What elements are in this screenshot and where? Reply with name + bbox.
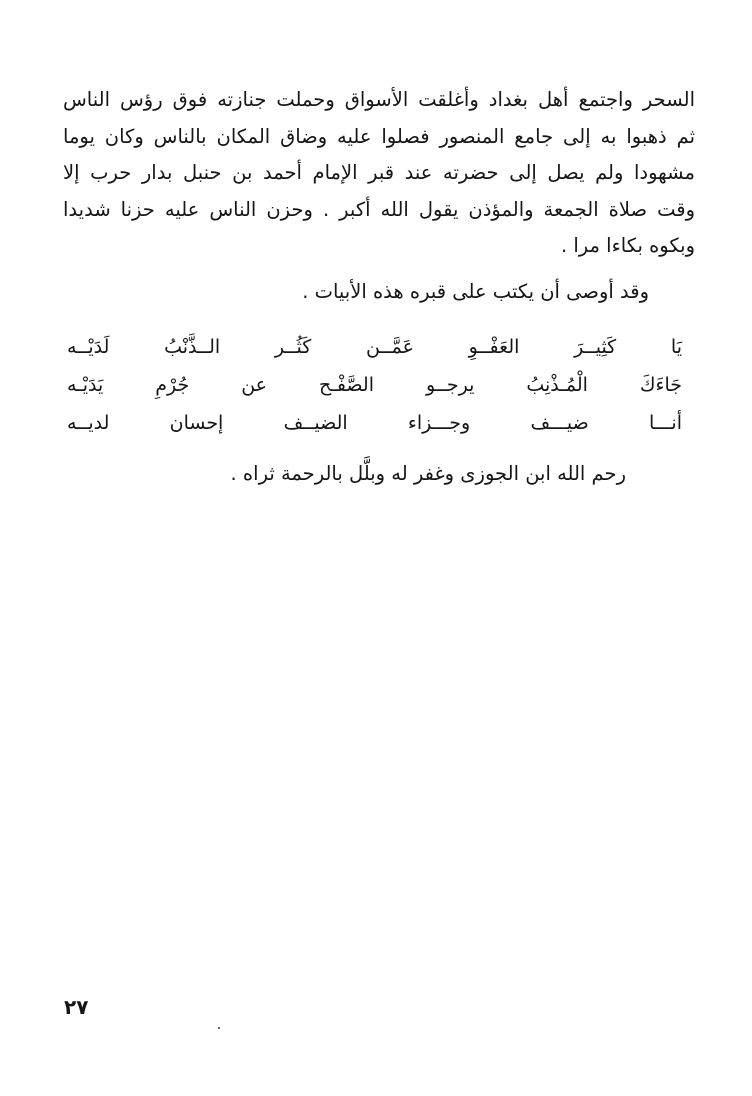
- scan-speck: [218, 1027, 220, 1029]
- verse-word: لَدَيْــه: [67, 336, 110, 358]
- verse-word: وجـــزاء: [407, 412, 471, 434]
- paragraph-line: ثم ذهبوا به إلى جامع المنصور فصلوا عليه وضاق المكان بالناس وكان يوما: [63, 124, 695, 148]
- verse-word: يَا: [670, 336, 682, 358]
- paragraph-line: وقت صلاة الجمعة والمؤذن يقول الله أكبر . وحزن الناس عليه حزنا شديدا: [63, 197, 695, 221]
- poem-verse: [67, 366, 682, 404]
- verse-word: عَمَّــن: [366, 336, 414, 358]
- verse-word: عن: [241, 374, 268, 396]
- verse-word: الــذَّنْبُ: [164, 336, 221, 358]
- verse-word: جَاءَكَ: [639, 374, 682, 396]
- verse-word: الْمُـذْنِبُ: [526, 374, 588, 396]
- poem-verse: [67, 404, 682, 442]
- verse-word: الصَّفْـح: [318, 374, 374, 396]
- verse-word: لديــه: [67, 412, 110, 434]
- verse-word: كَثُــر: [274, 336, 312, 358]
- page-number: ٢٧: [64, 995, 89, 1019]
- closing-line: رحم الله ابن الجوزى وغفر له وبلَّل بالرحمة ثراه .: [230, 462, 626, 485]
- poem-verse: [67, 328, 682, 366]
- verse-word: كَثِيــرَ: [574, 336, 617, 358]
- verse-word: يَدَيْـه: [67, 374, 104, 396]
- verse-word: أنـــا: [648, 412, 682, 434]
- verse-word: جُرْمِ: [155, 374, 190, 396]
- poem-intro: وقد أوصى أن يكتب على قبره هذه الأبيات .: [302, 280, 649, 303]
- paragraph-line: السحر واجتمع أهل بغداد وأغلقت الأسواق وحملت جنازته فوق رؤس الناس: [63, 88, 695, 111]
- verse-word: إحسان: [169, 412, 224, 434]
- verse-word: يرجــو: [425, 374, 475, 396]
- poem: [67, 328, 682, 442]
- verse-word: الضيــف: [283, 412, 348, 434]
- verse-word: العَفْــوِ: [468, 336, 520, 358]
- verse-word: ضيـــف: [530, 412, 589, 434]
- body-paragraph: [63, 82, 695, 265]
- paragraph-line: مشهودا ولم يصل إلى حضرته عند قبر الإمام أحمد بن حنبل بدار حرب إلا: [63, 161, 695, 184]
- paragraph-line: وبكوه بكاءا مرا .: [560, 234, 695, 257]
